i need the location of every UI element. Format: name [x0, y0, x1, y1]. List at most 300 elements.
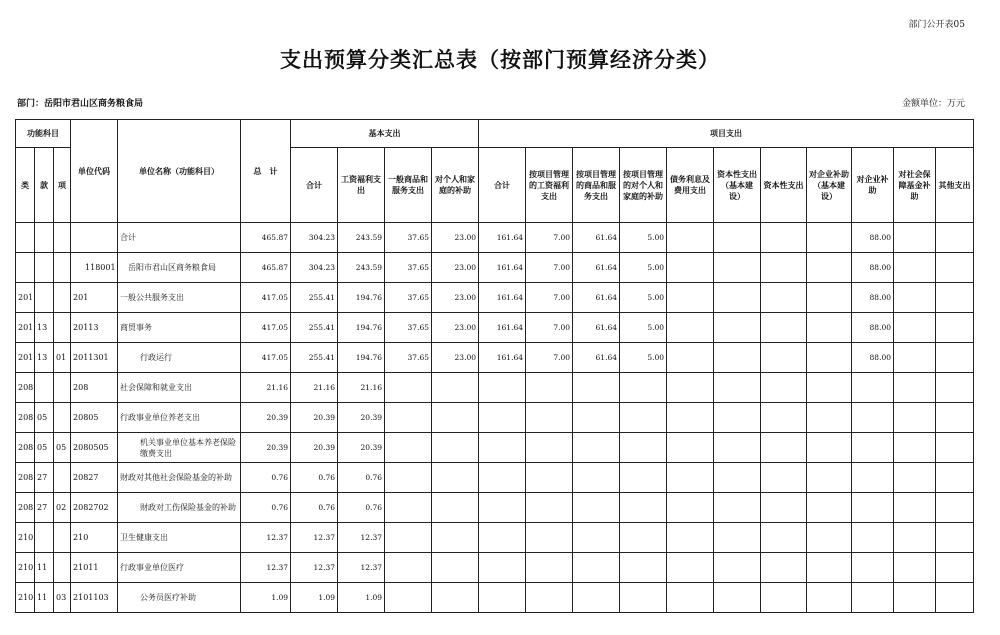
cell-basic-personal — [432, 493, 479, 523]
cell-project-enterprise — [852, 403, 894, 433]
cell-unit-name: 商贸事务 — [118, 313, 241, 343]
cell-project-wage — [526, 403, 573, 433]
cell-project-enterprise — [852, 433, 894, 463]
cell-project-wage: 7.00 — [526, 283, 573, 313]
header-project-total: 合计 — [479, 148, 526, 223]
cell-project-capital-base — [714, 253, 761, 283]
cell-project-goods — [573, 493, 620, 523]
cell-project-goods — [573, 403, 620, 433]
cell-basic-personal — [432, 583, 479, 613]
cell-unit-name: 卫生健康支出 — [118, 523, 241, 553]
cell-project-personal — [620, 493, 667, 523]
cell-total: 465.87 — [241, 253, 291, 283]
cell-kuan: 11 — [35, 553, 54, 583]
cell-basic-total: 20.39 — [291, 403, 338, 433]
header-project-other: 其他支出 — [936, 148, 974, 223]
header-project-personal: 按项目管理的对个人和家庭的补助 — [620, 148, 667, 223]
cell-project-wage — [526, 493, 573, 523]
cell-project-enterprise-base — [807, 433, 852, 463]
cell-project-social — [894, 403, 936, 433]
cell-xiang — [54, 553, 71, 583]
cell-xiang — [54, 373, 71, 403]
cell-project-total: 161.64 — [479, 223, 526, 253]
cell-unit-code: 20827 — [71, 463, 118, 493]
cell-project-goods: 61.64 — [573, 223, 620, 253]
cell-lei: 201 — [16, 313, 35, 343]
cell-project-debt — [667, 553, 714, 583]
cell-project-enterprise-base — [807, 523, 852, 553]
header-project-goods: 按项目管理的商品和服务支出 — [573, 148, 620, 223]
cell-project-enterprise — [852, 553, 894, 583]
cell-project-enterprise-base — [807, 253, 852, 283]
cell-project-wage: 7.00 — [526, 223, 573, 253]
cell-basic-total: 304.23 — [291, 253, 338, 283]
cell-lei: 208 — [16, 373, 35, 403]
cell-project-wage: 7.00 — [526, 253, 573, 283]
cell-basic-total: 255.41 — [291, 313, 338, 343]
cell-project-debt — [667, 523, 714, 553]
header-lei: 类 — [16, 148, 35, 223]
cell-kuan — [35, 253, 54, 283]
cell-kuan — [35, 223, 54, 253]
cell-project-enterprise — [852, 373, 894, 403]
cell-project-enterprise: 88.00 — [852, 313, 894, 343]
cell-project-social — [894, 553, 936, 583]
cell-project-capital — [761, 523, 807, 553]
cell-project-total: 161.64 — [479, 253, 526, 283]
cell-basic-wage: 0.76 — [338, 493, 385, 523]
cell-project-debt — [667, 433, 714, 463]
cell-project-other — [936, 223, 974, 253]
cell-project-capital — [761, 463, 807, 493]
cell-basic-personal: 23.00 — [432, 223, 479, 253]
cell-project-capital-base — [714, 373, 761, 403]
cell-kuan: 05 — [35, 433, 54, 463]
cell-project-debt — [667, 283, 714, 313]
cell-lei — [16, 253, 35, 283]
cell-project-other — [936, 433, 974, 463]
cell-project-other — [936, 373, 974, 403]
table-row — [16, 463, 974, 493]
cell-project-wage — [526, 583, 573, 613]
cell-unit-code: 2101103 — [71, 583, 118, 613]
cell-basic-wage: 1.09 — [338, 583, 385, 613]
header-project-capital-base: 资本性支出（基本建设） — [714, 148, 761, 223]
cell-basic-goods — [385, 433, 432, 463]
cell-basic-wage: 194.76 — [338, 343, 385, 373]
cell-unit-code: 2080505 — [71, 433, 118, 463]
cell-project-capital-base — [714, 553, 761, 583]
cell-project-capital-base — [714, 313, 761, 343]
cell-project-other — [936, 553, 974, 583]
cell-xiang — [54, 253, 71, 283]
cell-project-total — [479, 523, 526, 553]
cell-basic-goods — [385, 463, 432, 493]
header-project-wage: 按项目管理的工资福利支出 — [526, 148, 573, 223]
cell-project-debt — [667, 343, 714, 373]
cell-project-goods: 61.64 — [573, 253, 620, 283]
cell-project-total — [479, 463, 526, 493]
cell-basic-personal — [432, 403, 479, 433]
cell-basic-goods: 37.65 — [385, 343, 432, 373]
cell-unit-name: 行政事业单位医疗 — [118, 553, 241, 583]
cell-project-capital — [761, 343, 807, 373]
cell-lei: 208 — [16, 463, 35, 493]
cell-lei: 208 — [16, 403, 35, 433]
cell-basic-personal: 23.00 — [432, 313, 479, 343]
cell-project-capital — [761, 583, 807, 613]
cell-project-social — [894, 583, 936, 613]
cell-xiang: 02 — [54, 493, 71, 523]
cell-project-personal: 5.00 — [620, 343, 667, 373]
cell-project-capital — [761, 373, 807, 403]
header-project-enterprise-base: 对企业补助（基本建设） — [807, 148, 852, 223]
cell-project-capital — [761, 493, 807, 523]
cell-basic-total: 20.39 — [291, 433, 338, 463]
cell-basic-total: 1.09 — [291, 583, 338, 613]
cell-project-goods — [573, 463, 620, 493]
table-number-label: 部门公开表05 — [908, 20, 965, 30]
cell-basic-personal — [432, 523, 479, 553]
cell-basic-goods — [385, 403, 432, 433]
header-basic-total: 合计 — [291, 148, 338, 223]
cell-basic-total: 0.76 — [291, 493, 338, 523]
cell-lei: 210 — [16, 523, 35, 553]
cell-basic-total: 255.41 — [291, 343, 338, 373]
cell-kuan — [35, 283, 54, 313]
cell-project-other — [936, 403, 974, 433]
cell-kuan — [35, 373, 54, 403]
cell-unit-code: 21011 — [71, 553, 118, 583]
cell-xiang: 03 — [54, 583, 71, 613]
cell-project-other — [936, 463, 974, 493]
cell-lei: 201 — [16, 343, 35, 373]
header-total: 总 计 — [241, 120, 291, 223]
table-row — [16, 403, 974, 433]
header-func-subject: 功能科目 — [16, 120, 71, 148]
cell-basic-goods — [385, 523, 432, 553]
cell-project-goods — [573, 523, 620, 553]
cell-project-social — [894, 283, 936, 313]
cell-xiang: 01 — [54, 343, 71, 373]
cell-basic-personal — [432, 373, 479, 403]
cell-project-enterprise: 88.00 — [852, 283, 894, 313]
cell-basic-goods: 37.65 — [385, 313, 432, 343]
cell-total: 1.09 — [241, 583, 291, 613]
page-title: 支出预算分类汇总表（按部门预算经济分类） — [280, 48, 720, 72]
cell-project-personal — [620, 553, 667, 583]
cell-basic-total: 0.76 — [291, 463, 338, 493]
cell-project-enterprise-base — [807, 313, 852, 343]
cell-project-debt — [667, 313, 714, 343]
cell-project-enterprise — [852, 583, 894, 613]
cell-project-wage — [526, 553, 573, 583]
cell-basic-wage: 0.76 — [338, 463, 385, 493]
cell-project-personal — [620, 433, 667, 463]
cell-unit-name: 岳阳市君山区商务粮食局 — [118, 253, 241, 283]
cell-basic-personal — [432, 463, 479, 493]
cell-project-personal — [620, 583, 667, 613]
cell-total: 0.76 — [241, 493, 291, 523]
cell-project-goods: 61.64 — [573, 313, 620, 343]
cell-project-enterprise-base — [807, 463, 852, 493]
cell-project-social — [894, 433, 936, 463]
cell-basic-wage: 12.37 — [338, 553, 385, 583]
cell-unit-code: 118001 — [71, 253, 118, 283]
header-xiang: 项 — [54, 148, 71, 223]
cell-total: 465.87 — [241, 223, 291, 253]
cell-basic-wage: 243.59 — [338, 253, 385, 283]
cell-unit-code: 208 — [71, 373, 118, 403]
cell-project-capital — [761, 553, 807, 583]
cell-lei — [16, 223, 35, 253]
cell-project-capital — [761, 223, 807, 253]
cell-lei: 208 — [16, 433, 35, 463]
cell-basic-total: 12.37 — [291, 553, 338, 583]
cell-unit-name: 公务员医疗补助 — [118, 583, 241, 613]
cell-project-total — [479, 403, 526, 433]
department-label: 部门：岳阳市君山区商务粮食局 — [17, 99, 144, 109]
cell-total: 417.05 — [241, 343, 291, 373]
cell-total: 12.37 — [241, 523, 291, 553]
cell-project-social — [894, 373, 936, 403]
cell-project-enterprise-base — [807, 583, 852, 613]
cell-project-capital-base — [714, 403, 761, 433]
cell-project-personal: 5.00 — [620, 313, 667, 343]
cell-project-other — [936, 583, 974, 613]
cell-basic-personal: 23.00 — [432, 253, 479, 283]
table-row — [16, 313, 974, 343]
cell-project-debt — [667, 223, 714, 253]
cell-project-capital — [761, 283, 807, 313]
header-unit-name: 单位名称（功能科目） — [118, 120, 241, 223]
cell-project-wage: 7.00 — [526, 343, 573, 373]
cell-project-total — [479, 493, 526, 523]
cell-xiang — [54, 313, 71, 343]
cell-basic-personal — [432, 553, 479, 583]
table-row — [16, 343, 974, 373]
cell-basic-wage: 194.76 — [338, 313, 385, 343]
table-row — [16, 493, 974, 523]
table-row — [16, 283, 974, 313]
cell-project-capital-base — [714, 463, 761, 493]
cell-project-enterprise: 88.00 — [852, 223, 894, 253]
cell-unit-name: 财政对工伤保险基金的补助 — [118, 493, 241, 523]
cell-project-capital-base — [714, 493, 761, 523]
cell-unit-code — [71, 223, 118, 253]
cell-basic-goods — [385, 553, 432, 583]
cell-kuan: 13 — [35, 313, 54, 343]
header-unit-code: 单位代码 — [71, 120, 118, 223]
cell-project-personal — [620, 373, 667, 403]
cell-basic-wage: 194.76 — [338, 283, 385, 313]
cell-project-wage — [526, 373, 573, 403]
cell-xiang — [54, 223, 71, 253]
cell-project-debt — [667, 253, 714, 283]
cell-project-total — [479, 373, 526, 403]
header-basic-personal: 对个人和家庭的补助 — [432, 148, 479, 223]
cell-project-social — [894, 523, 936, 553]
cell-project-enterprise-base — [807, 283, 852, 313]
cell-project-enterprise — [852, 463, 894, 493]
expense-summary-table — [15, 119, 974, 613]
cell-total: 20.39 — [241, 433, 291, 463]
cell-total: 417.05 — [241, 283, 291, 313]
cell-xiang — [54, 283, 71, 313]
cell-project-capital-base — [714, 433, 761, 463]
cell-lei: 210 — [16, 553, 35, 583]
cell-kuan: 27 — [35, 493, 54, 523]
cell-total: 21.16 — [241, 373, 291, 403]
header-basic-expense: 基本支出 — [291, 120, 479, 148]
cell-basic-wage: 20.39 — [338, 433, 385, 463]
cell-project-goods — [573, 553, 620, 583]
cell-project-enterprise-base — [807, 553, 852, 583]
cell-total: 417.05 — [241, 313, 291, 343]
cell-project-capital-base — [714, 283, 761, 313]
cell-total: 12.37 — [241, 553, 291, 583]
header-kuan: 款 — [35, 148, 54, 223]
cell-project-other — [936, 343, 974, 373]
table-row — [16, 583, 974, 613]
cell-project-debt — [667, 583, 714, 613]
table-row — [16, 373, 974, 403]
cell-project-debt — [667, 403, 714, 433]
cell-project-social — [894, 223, 936, 253]
cell-basic-total: 255.41 — [291, 283, 338, 313]
cell-unit-name: 行政事业单位养老支出 — [118, 403, 241, 433]
amount-unit-label: 金额单位：万元 — [901, 99, 965, 109]
cell-project-personal — [620, 523, 667, 553]
cell-unit-name: 机关事业单位基本养老保险缴费支出 — [118, 433, 241, 463]
cell-project-other — [936, 283, 974, 313]
cell-project-capital-base — [714, 523, 761, 553]
cell-project-total: 161.64 — [479, 283, 526, 313]
header-project-enterprise: 对企业补助 — [852, 148, 894, 223]
header-project-capital: 资本性支出 — [761, 148, 807, 223]
cell-xiang — [54, 463, 71, 493]
cell-basic-wage: 12.37 — [338, 523, 385, 553]
cell-basic-wage: 20.39 — [338, 403, 385, 433]
header-basic-goods: 一般商品和服务支出 — [385, 148, 432, 223]
cell-project-social — [894, 343, 936, 373]
cell-project-other — [936, 253, 974, 283]
cell-project-debt — [667, 493, 714, 523]
cell-project-capital-base — [714, 583, 761, 613]
header-project-debt: 债务利息及费用支出 — [667, 148, 714, 223]
cell-project-enterprise — [852, 493, 894, 523]
header-project-social: 对社会保障基金补助 — [894, 148, 936, 223]
cell-project-wage: 7.00 — [526, 313, 573, 343]
cell-basic-goods — [385, 493, 432, 523]
cell-unit-code: 201 — [71, 283, 118, 313]
table-row — [16, 253, 974, 283]
cell-xiang: 05 — [54, 433, 71, 463]
cell-lei: 210 — [16, 583, 35, 613]
cell-total: 20.39 — [241, 403, 291, 433]
cell-xiang — [54, 403, 71, 433]
cell-project-goods — [573, 583, 620, 613]
cell-unit-name: 行政运行 — [118, 343, 241, 373]
cell-unit-name: 社会保障和就业支出 — [118, 373, 241, 403]
cell-project-social — [894, 313, 936, 343]
cell-kuan: 13 — [35, 343, 54, 373]
cell-project-wage — [526, 433, 573, 463]
cell-project-enterprise-base — [807, 403, 852, 433]
cell-project-enterprise: 88.00 — [852, 343, 894, 373]
table-row — [16, 433, 974, 463]
cell-basic-goods: 37.65 — [385, 223, 432, 253]
cell-project-enterprise — [852, 523, 894, 553]
cell-basic-wage: 21.16 — [338, 373, 385, 403]
cell-basic-total: 12.37 — [291, 523, 338, 553]
cell-kuan: 27 — [35, 463, 54, 493]
cell-basic-personal: 23.00 — [432, 343, 479, 373]
cell-basic-wage: 243.59 — [338, 223, 385, 253]
cell-project-debt — [667, 373, 714, 403]
cell-project-other — [936, 493, 974, 523]
cell-unit-code: 20805 — [71, 403, 118, 433]
cell-project-capital — [761, 313, 807, 343]
cell-project-enterprise: 88.00 — [852, 253, 894, 283]
cell-project-personal: 5.00 — [620, 283, 667, 313]
cell-unit-code: 20113 — [71, 313, 118, 343]
cell-basic-goods — [385, 373, 432, 403]
cell-kuan — [35, 523, 54, 553]
cell-project-wage — [526, 523, 573, 553]
cell-project-social — [894, 463, 936, 493]
header-project-expense: 项目支出 — [479, 120, 974, 148]
header-basic-wage: 工资福利支出 — [338, 148, 385, 223]
cell-project-personal: 5.00 — [620, 223, 667, 253]
cell-project-other — [936, 523, 974, 553]
cell-project-personal: 5.00 — [620, 253, 667, 283]
table-row — [16, 553, 974, 583]
cell-project-goods — [573, 433, 620, 463]
cell-unit-name: 财政对其他社会保险基金的补助 — [118, 463, 241, 493]
cell-unit-name: 一般公共服务支出 — [118, 283, 241, 313]
cell-basic-goods — [385, 583, 432, 613]
cell-project-social — [894, 253, 936, 283]
cell-unit-code: 210 — [71, 523, 118, 553]
cell-project-goods — [573, 373, 620, 403]
cell-project-personal — [620, 463, 667, 493]
table-row — [16, 223, 974, 253]
cell-unit-code: 2082702 — [71, 493, 118, 523]
cell-project-total: 161.64 — [479, 343, 526, 373]
cell-unit-code: 2011301 — [71, 343, 118, 373]
cell-project-goods: 61.64 — [573, 283, 620, 313]
cell-project-total — [479, 553, 526, 583]
cell-basic-goods: 37.65 — [385, 253, 432, 283]
cell-kuan: 11 — [35, 583, 54, 613]
cell-project-personal — [620, 403, 667, 433]
cell-kuan: 05 — [35, 403, 54, 433]
cell-lei: 208 — [16, 493, 35, 523]
cell-project-capital — [761, 403, 807, 433]
cell-project-total — [479, 433, 526, 463]
cell-project-total — [479, 583, 526, 613]
cell-project-goods: 61.64 — [573, 343, 620, 373]
cell-basic-personal: 23.00 — [432, 283, 479, 313]
cell-project-capital — [761, 253, 807, 283]
cell-unit-name: 合计 — [118, 223, 241, 253]
cell-project-social — [894, 493, 936, 523]
cell-project-enterprise-base — [807, 343, 852, 373]
cell-basic-personal — [432, 433, 479, 463]
cell-lei: 201 — [16, 283, 35, 313]
cell-project-enterprise-base — [807, 373, 852, 403]
